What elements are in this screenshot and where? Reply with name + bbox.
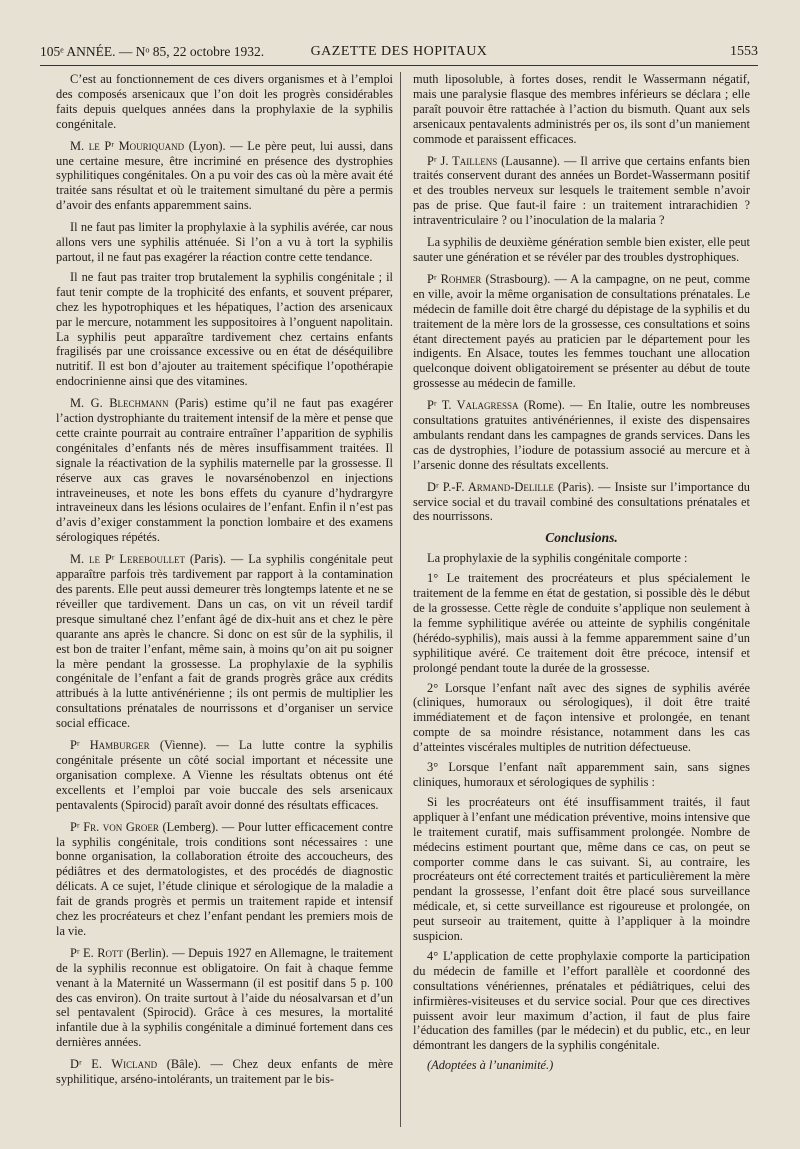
column-divider	[400, 72, 401, 1127]
paragraph-text: (Lausanne). — Il arrive que certains enfants bien traités conservent durant des années un Bordet-Wassermann positif et des troubles nerveux sur lesquels le traitement semble n’avoir pas de prise. Que faut-il faire : un traitement intrarachidien ? intraventriculaire ? ou l’inoculation de la malaria ?	[413, 153, 750, 228]
paragraph	[413, 272, 750, 391]
speaker-name: Pʳ Hamburger	[70, 738, 150, 753]
speaker-name: Pʳ E. Rott	[70, 945, 123, 960]
issue-line: 105ᵉ ANNÉE. — Nᵒ 85, 22 octobre 1932.	[40, 44, 265, 59]
section-heading: Conclusions.	[545, 530, 618, 546]
paragraph: 1° Le traitement des procréateurs et plus spécialement le traitement de la femme en état de gestation, si possible dès le début de la grossesse. Cette règle de conduite s’applique non seulement à la femme syphilitique avérée ou atteinte de syphilis congénitale (hérédo-syphilis), mais aussi à la femme apparemment saine d’un syphilitique avéré. Ce traitement doit être précoce, intensif et prolongé pendant toute la durée de la grossesse.	[413, 571, 750, 675]
paragraph: muth liposoluble, à fortes doses, rendit le Wassermann négatif, mais une paralysie flasque des membres inférieurs se déclara ; elle paraît pouvoir être rattachée à l’action du bismuth. Quant aux sels arsenicaux pentavalents administrés per os, ils sont d’un maniement commode et paraissent efficaces.	[413, 72, 750, 146]
paragraph-text: (Paris) estime qu’il ne faut pas exagérer l’action dystrophiante du traitement intensif de la mère et pense que cette crainte pourrait au contraire entraîner l’apparition de syphilis congénitales d’enfants nés de mères insuffisamment traitées. Il signale la réactivation de la syphilis maternelle par la grossesse. Il réserve aux cas graves le novarsénobenzol en injections intraveineuses, et note les bons effets du cyanure d’hydrargyre intraveineux dans les lésions oculaires de l’enfant. Enfin il n’est pas d’avis d’exiger constamment la ponction lombaire et des examens sérologiques répétés.	[56, 396, 393, 545]
paragraph: Si les procréateurs ont été insuffisamment traités, il faut appliquer à l’enfant une médication préventive, moins intensive que le traitement curatif, mais suffisamment prolongée. Nombre de médecins estiment pourtant que, même dans ce cas, on peut se comporter comme dans le cas suivant. Si, au contraire, les procréateurs ont été correctement traités et particulièrement la mère pendant la grossesse, l’enfant doit être placé sous surveillance médicale, et, si cette surveillance est rigoureuse et prolongée, on peut surseoir au traitement, quitte à l’appliquer à la moindre suspicion.	[413, 794, 750, 944]
paragraph: La prophylaxie de la syphilis congénitale comporte :	[427, 551, 688, 566]
paragraph	[56, 1057, 393, 1087]
paragraph	[56, 552, 393, 731]
speaker-name: Dʳ P.-F. Armand-Delille	[427, 479, 554, 494]
paragraph	[413, 398, 750, 473]
speaker-name: Pʳ Fr. von Groer	[70, 819, 159, 834]
speaker-name: M. G. Blechmann	[70, 396, 169, 411]
paragraph-text: (Bâle). — Chez deux enfants de mère syphilitique, arséno-intolérants, un traitement par le bis-	[56, 1057, 393, 1087]
speaker-name: Pʳ Rohmer	[427, 271, 482, 286]
speaker-name: Dʳ E. Wicland	[70, 1057, 158, 1072]
paragraph-text: (Rome). — En Italie, outre les nombreuses consultations gratuites antivénériennes, il existe des dispensaires ambulants rendant dans les campagnes de grands services. Dans les cas de dystrophies, l’iodure de potassium associé au mercure et à l’arsenic donne des résultats excellents.	[413, 398, 750, 472]
paragraph: C’est au fonctionnement de ces divers organismes et à l’emploi des composés arsenicaux que l’on doit les progrès considérables faits depuis quelques années dans la prophylaxie de la syphilis congénitale.	[56, 72, 393, 131]
paragraph: La syphilis de deuxième génération semble bien exister, elle peut sauter une génération et se révéler par des troubles dystrophiques.	[413, 235, 750, 264]
speaker-name: M. le Pʳ Mouriquand	[70, 138, 185, 153]
left-column	[56, 72, 393, 1132]
paragraph	[56, 820, 393, 939]
paragraph	[413, 480, 750, 525]
page-number: 1553	[729, 44, 758, 59]
speaker-name: Pʳ J. Taillens	[427, 153, 498, 168]
paragraph	[56, 946, 393, 1050]
paragraph-text: (Paris). — La syphilis congénitale peut apparaître parfois très tardivement par rapport à la contamination des parents. Elle peut aussi demeurer très longtemps latente et ne se réveiller que tardivement. Dans un cas, on vit un réveil tardif presque simultané chez l’enfant âgé de dix-huit ans et chez le père quarante ans après le chancre. Si donc on est sûr de la syphilis, il est bon de traiter l’enfant, même sain, à moins qu’on ait pu soigner la mère pendant la grossesse. La prophylaxie de la syphilis congénitale de l’enfant a fait de grands progrès grâce aux crédits attribués à la lutte antivénérienne ; ils ont permis de multiplier les consultations prénatales de nourrissons et d’organiser un service social efficace.	[56, 552, 393, 731]
right-column	[413, 72, 750, 1132]
paragraph: Il ne faut pas limiter la prophylaxie à la syphilis avérée, car nous allons vers une syphilis atténuée. Si l’on a vu à tort la syphilis partout, il ne faut pas exagérer la réaction contre cette tendance.	[56, 220, 393, 264]
paragraph-text: (Lemberg). — Pour lutter efficacement contre la syphilis congénitale, trois conditions sont nécessaires : une bonne organisation, la collaboration étroite des accoucheurs, des pédiâtres et des dermatologistes, et des procédés de diagnostic délicats. A ce sujet, l’étude clinique et sérologique de la maladie a fait de grands progrès et permis un traitement rapide et intensif chez les procréateurs et chez l’enfant pendant les premiers mois de la vie.	[56, 819, 393, 938]
paragraph-text: (Berlin). — Depuis 1927 en Allemagne, le traitement de la syphilis reconnue est obligatoire. On fait à chaque femme venant à la Maternité un Wassermann (il est positif dans 5 p. 100 des cas environ). On traite surtout à l’aide du néosalvarsan et d’un sel pentavalent (Spirocid). Grâce à ces mesures, la mortalité infantile due à la syphilis congénitale a diminué fortement dans ces dernières années.	[56, 945, 393, 1050]
paragraph: 2° Lorsque l’enfant naît avec des signes de syphilis avérée (cliniques, humoraux ou sérologiques), il doit être traité immédiatement et de façon intensive et prolongée, en tenant compte de sa moindre résistance, notamment dans les cas d’atteintes viscérales multiples de nutrition défectueuse.	[413, 680, 750, 755]
paragraph	[56, 139, 393, 214]
page-header	[40, 26, 758, 66]
journal-title: GAZETTE DES HOPITAUX	[310, 44, 488, 59]
paragraph-text: (Vienne). — La lutte contre la syphilis congénitale présente un côté social important et nécessite une organisation complexe. A Vienne les résultats obtenus ont été excellents et l’emploi par voie buccale des sels arsenicaux pentavalents (Spirocid) paraît avoir donné des résultats efficaces.	[56, 738, 393, 812]
paragraph: 4° L’application de cette prophylaxie comporte la participation du médecin de famille et l’effort parallèle et coordonné des consultations vénériennes, prénatales et pédiâtriques, celui des infirmières-visiteuses et du service social. Pour que ces directives puissent avoir leur maximum d’action, il faut de plus faire l’éducation des familles (par le médecin) et du public, etc., en leur démontrant les dangers de la syphilis congénitale.	[413, 948, 750, 1053]
adoption-note: (Adoptées à l’unanimité.)	[427, 1058, 554, 1073]
paragraph	[56, 396, 393, 545]
paragraph	[413, 154, 750, 229]
speaker-name: M. le Pʳ Lereboullet	[70, 552, 185, 567]
paragraph	[56, 738, 393, 813]
paragraph-text: (Paris). — Insiste sur l’importance du service social et du travail combiné des consultations prénatales et des nourrissons.	[413, 479, 750, 524]
speaker-name: Pʳ T. Valagressa	[427, 398, 519, 413]
paragraph-text: (Strasbourg). — A la campagne, on ne peut, comme en ville, avoir la même organisation de consultations prénatales. Le médecin de famille doit être chargé du dépistage de la syphilis et du traitement de la mère lors de la grossesse, ces consultations et soins étant directement payés au praticien par le département pour les indigents. En Alsace, toutes les femmes touchant une allocation quelconque doivent obligatoirement se présenter au début de toute grossesse au médecin de famille.	[413, 271, 750, 391]
paragraph: Il ne faut pas traiter trop brutalement la syphilis congénitale ; il faut tenir compte de la trophicité des enfants, et souvent préparer, chez les hypotrophiques et les hépatiques, l’action des arsenicaux par le mercure, notamment les suppositoires à l’onguent napolitain. La syphilis peut apparaître tardivement chez certains enfants fragilisés par une croissance excessive ou en état de déséquilibre nutritif. Il est bon d’ajouter au traitement spécifique l’opothérapie endocrinienne ainsi que des vitamines.	[56, 269, 393, 389]
paragraph-text: (Lyon). — Le père peut, lui aussi, dans une certaine mesure, être incriminé en présence des dystrophies syphilitiques congénitales. On a pu voir des cas où la mère avait été traitée sans résultat et où le traitement simultané du père a permis d’avoir des enfants apparemment sains.	[56, 138, 393, 213]
paragraph: 3° Lorsque l’enfant naît apparemment sain, sans signes cliniques, humoraux et sérologiques de syphilis :	[413, 760, 750, 789]
